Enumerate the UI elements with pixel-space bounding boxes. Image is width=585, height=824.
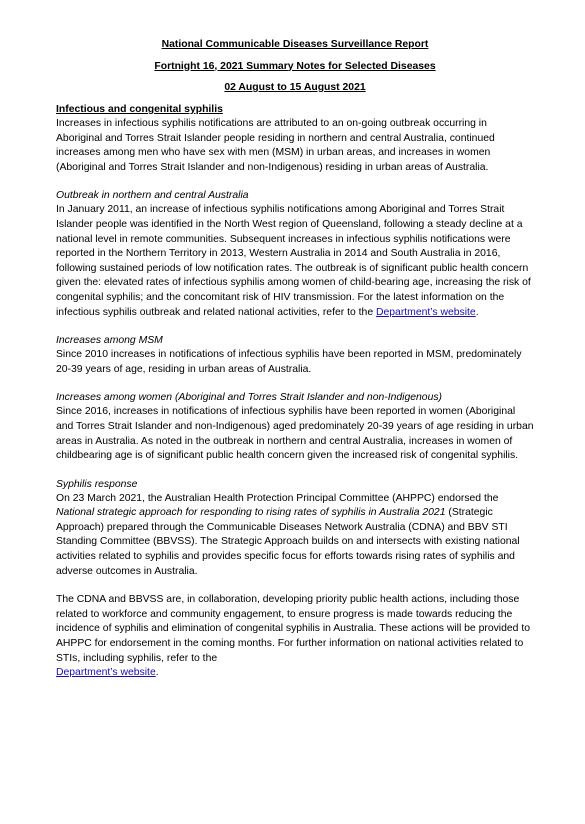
msm-paragraph: Since 2010 increases in notifications of infectious syphilis have been reported in MSM, predominately 20-39 years of age, residing in urban areas of Australia. — [56, 349, 522, 375]
outbreak-paragraph: In January 2011, an increase of infectious syphilis notifications among Aboriginal and Torres Strait Islander people was identified in the North West region of Queensland, following a steady decline at a national level in remote communities. Subsequent increases in infectious syphilis notifications were reported in the Northern Territory in 2013, Western Australia in 2014 and South Australia in 2016, following sustained periods of low notification rates. The outbreak is of significant public health concern given the: elevated rates of infectious syphilis among women of child-bearing age, increasing the risk of congenital syphilis; and the concomitant risk of HIV transmission. For the latest information on the infectious syphilis outbreak and related national activities, refer to the Department’s website. — [56, 204, 531, 318]
response-paragraph-1: On 23 March 2021, the Australian Health Protection Principal Committee (AHPPC) endorsed the National strategic approach for responding to rising rates of syphilis in Australia 2021 (Strategic Approach) prepared through the Communicable Diseases Network Australia (CDNA) and BBV STI Standing Committee (BBVSS). The Strategic Approach builds on and intersects with existing national activities related to syphilis and provides specific focus for efforts towards rising rates of syphilis and adverse outcomes in Australia. — [56, 492, 520, 577]
women-heading: Increases among women (Aboriginal and Torres Strait Islander and non-Indigenous) — [56, 392, 443, 404]
section-title: Infectious and congenital syphilis — [56, 104, 223, 115]
response-link-line: Department’s website. — [56, 667, 159, 679]
report-date-range: 02 August to 15 August 2021 — [224, 82, 366, 93]
response-department-link[interactable]: Department’s website — [56, 667, 156, 679]
outbreak-body: In January 2011, an increase of infectious syphilis notifications among Aboriginal and Torres Strait Islander people was identified in the North West region of Queensland, following a steady decline at a national level in remote communities. Subsequent increases in infectious syphilis notifications were reported in the Northern Territory in 2013, Western Australia in 2014 and South Australia in 2016, following sustained periods of low notification rates. The outbreak is of significant public health concern given the: elevated rates of infectious syphilis among women of child-bearing age, increasing the risk of congenital syphilis; and the concomitant risk of HIV transmission. For the latest information on the infectious syphilis outbreak and related national activities, refer to the — [56, 204, 531, 318]
document-page — [56, 38, 534, 681]
section-intro: Increases in infectious syphilis notifications are attributed to an on-going outbreak occurring in Aboriginal and Torres Strait Islander people residing in northern and central Australia, continued increases among men who have sex with men (MSM) in urban areas, and increases in women (Aboriginal and Torres Strait Islander and non-Indigenous) residing in urban areas of Australia. — [56, 118, 495, 173]
report-title: National Communicable Diseases Surveillance Report — [161, 39, 429, 50]
response-heading: Syphilis response — [56, 478, 138, 490]
outbreak-department-link[interactable]: Department’s website — [375, 306, 476, 318]
outbreak-heading: Outbreak in northern and central Australia — [56, 190, 249, 202]
report-subtitle: Fortnight 16, 2021 Summary Notes for Selected Diseases — [154, 60, 436, 72]
response-paragraph-2: The CDNA and BBVSS are, in collaboration, developing priority public health actions, including those related to workforce and community engagement, to ensure progress is made towards reducing the incidence of syphilis and elimination of congenital syphilis in Australia. These actions will be provided to AHPPC for endorsement in the coming months. For further information on national activities related to STIs, including syphilis, refer to the — [56, 594, 531, 664]
strategy-title: National strategic approach for responding to rising rates of syphilis in Australia 2021 — [56, 507, 446, 519]
women-paragraph: Since 2016, increases in notifications of infectious syphilis have been reported in women (Aboriginal and Torres Strait Islander and non-Indigenous) aged predominately 20-39 years of age residing in urban areas in Australia. As noted in the outbreak in northern and central Australia, increases in women of childbearing age is of significant public health concern given the increased risk of congenital syphilis. — [56, 406, 534, 462]
msm-heading: Increases among MSM — [56, 335, 163, 347]
